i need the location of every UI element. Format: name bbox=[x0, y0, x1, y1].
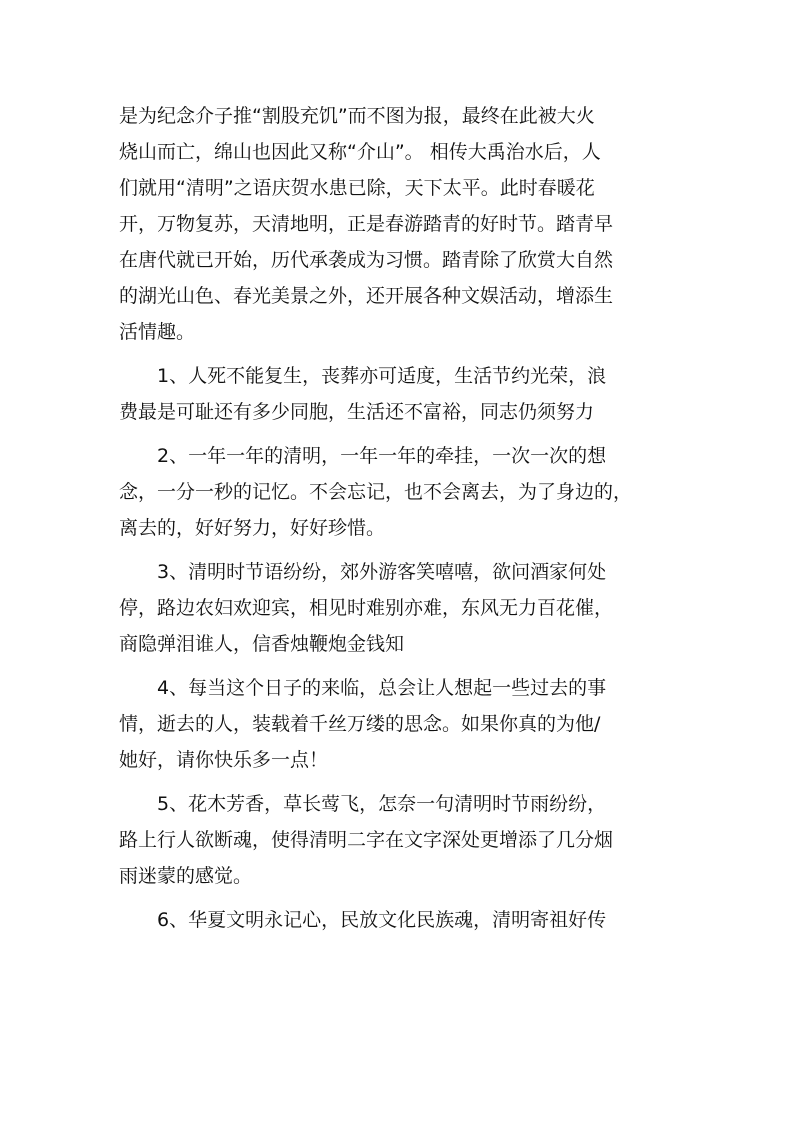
text-line: 6、华夏文明永记心，民放文化民族魂，清明寄祖好传 bbox=[157, 909, 607, 931]
text-line: 费最是可耻还有多少同胞，生活还不富裕，同志仍须努力 bbox=[119, 401, 595, 423]
text-line: 2、一年一年的清明，一年一年的牵挂，一次一次的想 bbox=[157, 445, 607, 467]
document-body bbox=[119, 98, 679, 938]
text-line: 情，逝去的人，装载着千丝万缕的思念。如果你真的为他/ bbox=[119, 713, 601, 735]
paragraph-item-5 bbox=[119, 786, 679, 894]
text-line: 离去的，好好努力，好好珍惜。 bbox=[119, 517, 386, 539]
paragraph-item-2 bbox=[119, 438, 679, 546]
text-line: 雨迷蒙的感觉。 bbox=[119, 865, 253, 887]
text-line: 商隐弹泪谁人，信香烛鞭炮金钱知 bbox=[119, 633, 405, 655]
text-line: 5、花木芳香，草长莺飞，怎奈一句清明时节雨纷纷， bbox=[157, 793, 607, 815]
text-line: 1、人死不能复生，丧葬亦可适度，生活节约光荣，浪 bbox=[157, 365, 607, 387]
paragraph-item-6 bbox=[119, 902, 679, 938]
text-line: 烧山而亡，绵山也因此又称“介山”。 相传大禹治水后，人 bbox=[119, 141, 601, 163]
text-line: 们就用“清明”之语庆贺水患已除，天下太平。此时春暖花 bbox=[119, 177, 595, 199]
text-line: 活情趣。 bbox=[119, 321, 196, 343]
text-line: 4、每当这个日子的来临，总会让人想起一些过去的事 bbox=[157, 677, 607, 699]
text-line: 3、清明时节语纷纷，郊外游客笑嘻嘻，欲问酒家何处 bbox=[157, 561, 607, 583]
paragraph-item-4 bbox=[119, 670, 679, 778]
text-line: 在唐代就已开始，历代承袭成为习惯。踏青除了欣赏大自然 bbox=[119, 249, 614, 271]
text-line: 是为纪念介子推“割股充饥”而不图为报，最终在此被大火 bbox=[119, 105, 595, 127]
text-line: 的湖光山色、春光美景之外，还开展各种文娱活动，增添生 bbox=[119, 285, 614, 307]
text-line: 路上行人欲断魂，使得清明二字在文字深处更增添了几分烟 bbox=[119, 829, 614, 851]
paragraph-item-1 bbox=[119, 358, 679, 430]
text-line: 停，路边农妇欢迎宾，相见时难别亦难，东风无力百花催， bbox=[119, 597, 614, 619]
text-line: 她好，请你快乐多一点！ bbox=[119, 749, 329, 771]
text-line: 念，一分一秒的记忆。不会忘记，也不会离去，为了身边的， bbox=[119, 481, 633, 503]
paragraph-item-3 bbox=[119, 554, 679, 662]
paragraph-intro bbox=[119, 98, 679, 350]
text-line: 开，万物复苏，天清地明，正是春游踏青的好时节。踏青早 bbox=[119, 213, 614, 235]
